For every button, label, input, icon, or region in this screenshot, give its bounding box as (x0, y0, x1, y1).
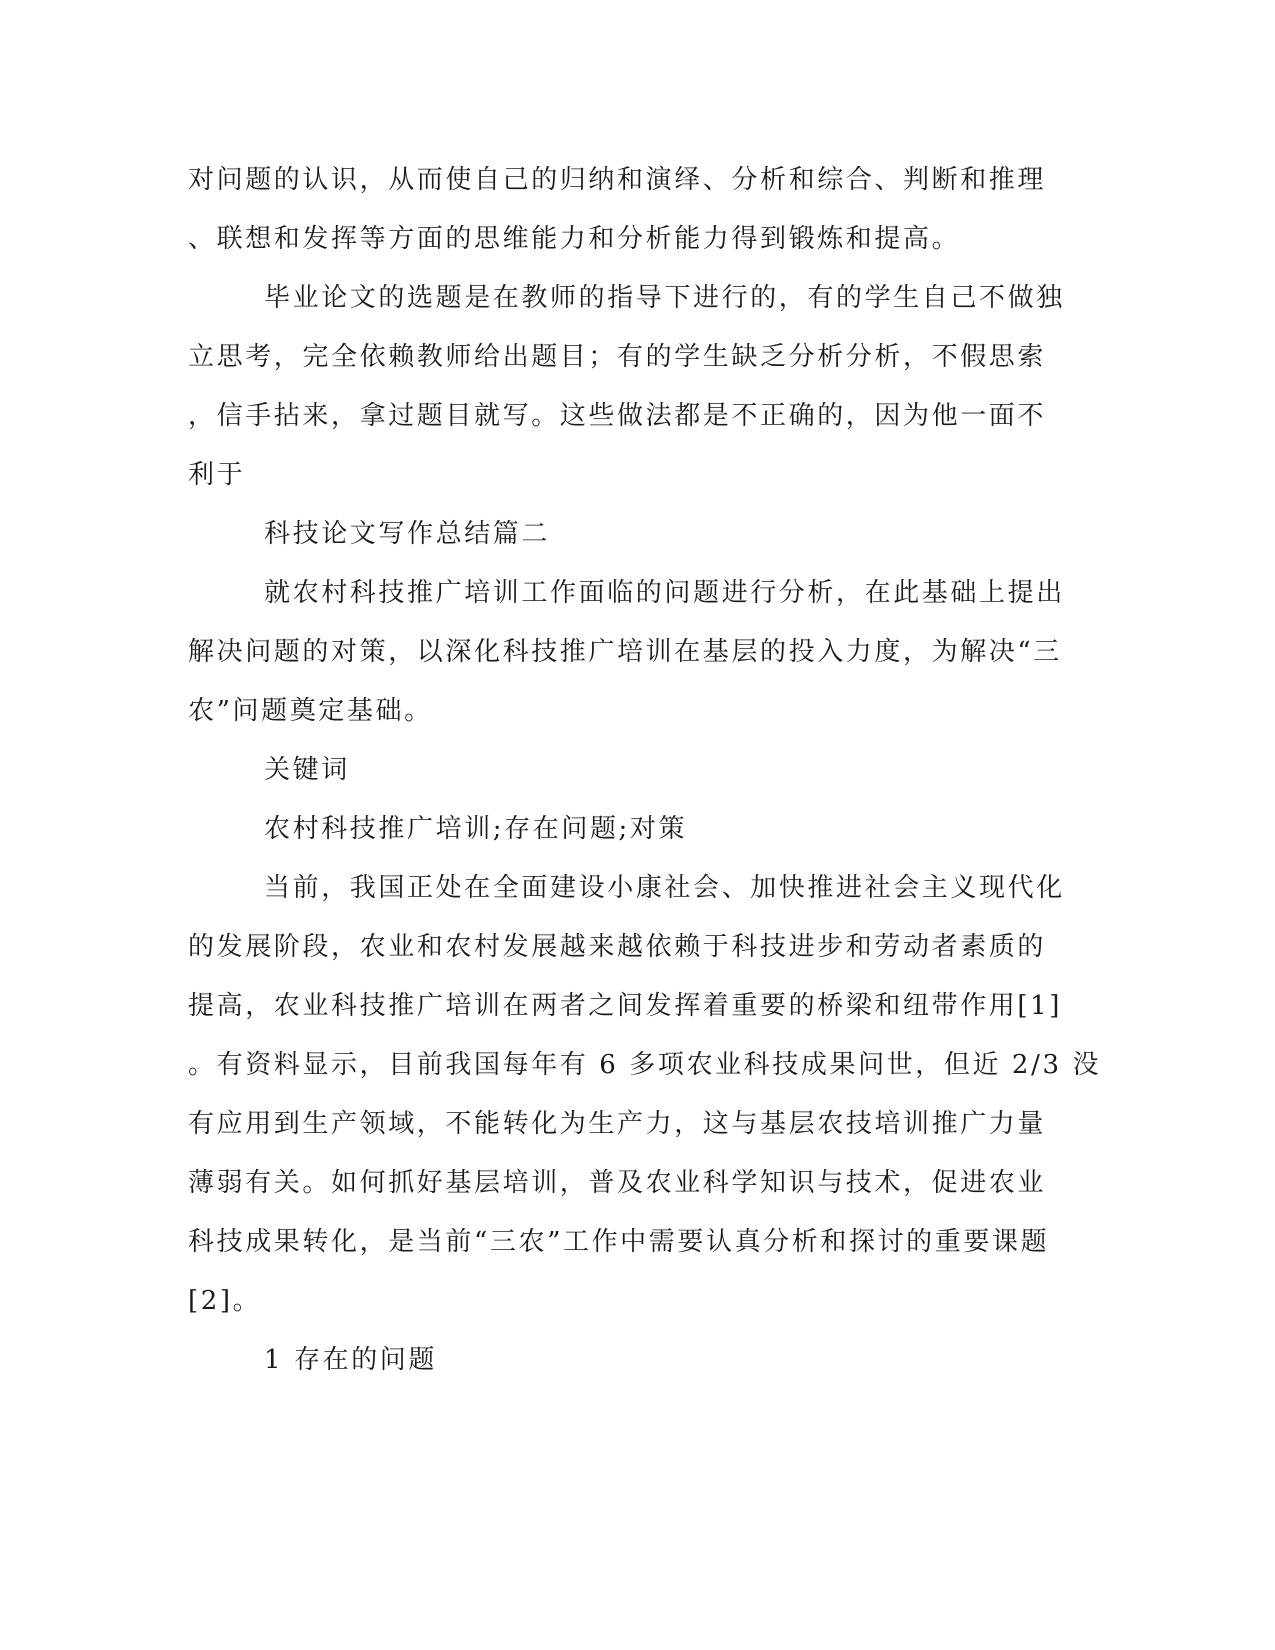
text-line: 解决问题的对策，以深化科技推广培训在基层的投入力度，为解决“三 (188, 637, 1062, 667)
section-heading: 科技论文写作总结篇二 (264, 519, 551, 549)
text-line: 利于 (188, 460, 246, 490)
text-line: 有应用到生产领域，不能转化为生产力，这与基层农技培训推广力量 (188, 1109, 1047, 1139)
paragraph-first-line: 当前，我国正处在全面建设小康社会、加快推进社会主义现代化 (264, 873, 1065, 903)
text-line: [2]。 (188, 1286, 262, 1316)
text-line: 立思考，完全依赖教师给出题目；有的学生缺乏分析分析，不假思索 (188, 342, 1047, 372)
text-line: 农”问题奠定基础。 (188, 696, 433, 726)
paragraph-first-line: 毕业论文的选题是在教师的指导下进行的，有的学生自己不做独 (264, 283, 1065, 313)
text-line: 科技成果转化，是当前“三农”工作中需要认真分析和探讨的重要课题 (188, 1227, 1050, 1257)
text-line: 。有资料显示，目前我国每年有 6 多项农业科技成果问世，但近 2/3 没 (188, 1050, 1102, 1080)
keywords-list: 农村科技推广培训;存在问题;对策 (264, 814, 688, 844)
text-line: ，信手拈来，拿过题目就写。这些做法都是不正确的，因为他一面不 (188, 401, 1047, 431)
keywords-heading: 关键词 (264, 755, 350, 785)
paragraph-first-line: 就农村科技推广培训工作面临的问题进行分析，在此基础上提出 (264, 578, 1065, 608)
text-line: 、联想和发挥等方面的思维能力和分析能力得到锻炼和提高。 (188, 224, 961, 254)
text-line: 薄弱有关。如何抓好基层培训，普及农业科学知识与技术，促进农业 (188, 1168, 1047, 1198)
text-line: 对问题的认识，从而使自己的归纳和演绎、分析和综合、判断和推理 (188, 165, 1047, 195)
text-line: 提高，农业科技推广培训在两者之间发挥着重要的桥梁和纽带作用[1] (188, 991, 1063, 1021)
subsection-heading: 1 存在的问题 (264, 1345, 438, 1375)
text-line: 的发展阶段，农业和农村发展越来越依赖于科技进步和劳动者素质的 (188, 932, 1047, 962)
